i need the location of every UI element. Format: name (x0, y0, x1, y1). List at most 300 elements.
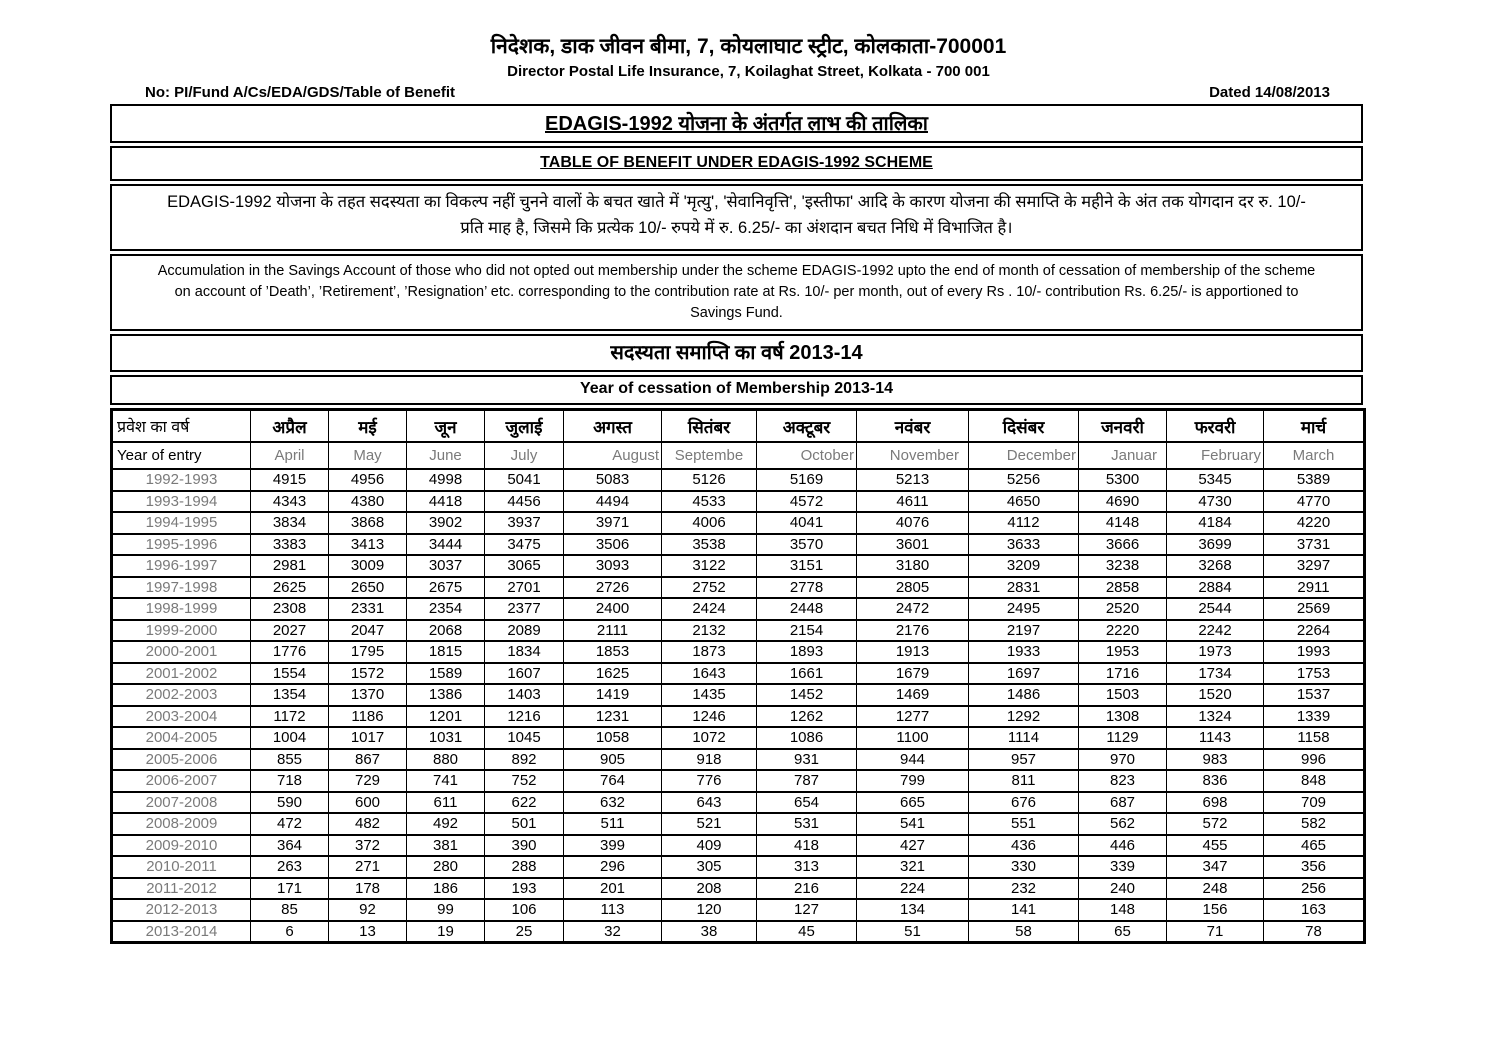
benefit-value-cell: 1086 (757, 727, 857, 749)
benefit-value-cell: 3383 (251, 534, 329, 556)
benefit-value-cell: 1292 (969, 706, 1079, 728)
year-of-entry-cell: 2011-2012 (112, 878, 251, 900)
benefit-value-cell: 1815 (407, 641, 485, 663)
benefit-value-cell: 970 (1079, 749, 1167, 771)
benefit-value-cell: 3297 (1264, 555, 1365, 577)
benefit-value-cell: 51 (857, 921, 969, 943)
table-row (112, 792, 1365, 814)
month-header-english: Septembe (662, 442, 757, 469)
month-header-hindi: दिसंबर (969, 410, 1079, 443)
benefit-value-cell: 4418 (407, 491, 485, 513)
benefit-value-cell: 3699 (1167, 534, 1264, 556)
benefit-value-cell: 85 (251, 899, 329, 921)
benefit-value-cell: 3666 (1079, 534, 1167, 556)
year-of-entry-cell: 1996-1997 (112, 555, 251, 577)
benefit-value-cell: 1933 (969, 641, 1079, 663)
benefit-value-cell: 1370 (329, 684, 407, 706)
month-header-english: July (485, 442, 564, 469)
benefit-value-cell: 3601 (857, 534, 969, 556)
benefit-value-cell: 2308 (251, 598, 329, 620)
benefit-value-cell: 3506 (564, 534, 662, 556)
benefit-value-cell: 2625 (251, 577, 329, 599)
table-row (112, 749, 1365, 771)
description-line: प्रति माह है, जिसमे कि प्रत्येक 10/- रुपये में रु. 6.25/- का अंशदान बचत निधि में विभाजित है। (460, 218, 1013, 237)
benefit-value-cell: 3538 (662, 534, 757, 556)
benefit-value-cell: 216 (757, 878, 857, 900)
benefit-value-cell: 5345 (1167, 469, 1264, 491)
benefit-value-cell: 1734 (1167, 663, 1264, 685)
benefit-value-cell: 1186 (329, 706, 407, 728)
benefit-value-cell: 698 (1167, 792, 1264, 814)
benefit-value-cell: 120 (662, 899, 757, 921)
benefit-value-cell: 4184 (1167, 512, 1264, 534)
benefit-value-cell: 1201 (407, 706, 485, 728)
benefit-value-cell: 1308 (1079, 706, 1167, 728)
benefit-value-cell: 600 (329, 792, 407, 814)
benefit-value-cell: 472 (251, 813, 329, 835)
month-header-hindi: सितंबर (662, 410, 757, 443)
benefit-value-cell: 1216 (485, 706, 564, 728)
benefit-value-cell: 4076 (857, 512, 969, 534)
benefit-value-cell: 436 (969, 835, 1079, 857)
benefit-value-cell: 45 (757, 921, 857, 943)
table-row (112, 706, 1365, 728)
year-of-entry-cell: 1995-1996 (112, 534, 251, 556)
table-row (112, 878, 1365, 900)
benefit-value-cell: 2448 (757, 598, 857, 620)
benefit-value-cell: 2911 (1264, 577, 1365, 599)
benefit-value-cell: 427 (857, 835, 969, 857)
benefit-value-cell: 2569 (1264, 598, 1365, 620)
benefit-value-cell: 1643 (662, 663, 757, 685)
benefit-value-cell: 4998 (407, 469, 485, 491)
benefit-value-cell: 305 (662, 856, 757, 878)
table-row (112, 835, 1365, 857)
benefit-value-cell: 2132 (662, 620, 757, 642)
benefit-value-cell: 71 (1167, 921, 1264, 943)
benefit-value-cell: 1520 (1167, 684, 1264, 706)
month-header-hindi: नवंबर (857, 410, 969, 443)
benefit-value-cell: 654 (757, 792, 857, 814)
table-row (112, 899, 1365, 921)
benefit-value-cell: 1537 (1264, 684, 1365, 706)
scheme-title-english (110, 146, 1363, 181)
benefit-value-cell: 5041 (485, 469, 564, 491)
benefit-value-cell: 364 (251, 835, 329, 857)
month-header-hindi: जुलाई (485, 410, 564, 443)
table-row (112, 770, 1365, 792)
benefit-value-cell: 1625 (564, 663, 662, 685)
benefit-value-cell: 572 (1167, 813, 1264, 835)
benefit-value-cell: 1403 (485, 684, 564, 706)
benefit-value-cell: 2495 (969, 598, 1079, 620)
benefit-value-cell: 611 (407, 792, 485, 814)
benefit-value-cell: 944 (857, 749, 969, 771)
benefit-value-cell: 78 (1264, 921, 1365, 943)
benefit-value-cell: 2027 (251, 620, 329, 642)
benefit-value-cell: 2154 (757, 620, 857, 642)
benefit-value-cell: 562 (1079, 813, 1167, 835)
year-of-entry-cell: 2004-2005 (112, 727, 251, 749)
benefit-value-cell: 4915 (251, 469, 329, 491)
benefit-value-cell: 2089 (485, 620, 564, 642)
benefit-value-cell: 240 (1079, 878, 1167, 900)
benefit-value-cell: 2377 (485, 598, 564, 620)
table-row (112, 577, 1365, 599)
benefit-value-cell: 3475 (485, 534, 564, 556)
benefit-value-cell: 665 (857, 792, 969, 814)
benefit-value-cell: 1354 (251, 684, 329, 706)
benefit-value-cell: 3268 (1167, 555, 1264, 577)
table-row (112, 921, 1365, 943)
benefit-value-cell: 1679 (857, 663, 969, 685)
benefit-value-cell: 156 (1167, 899, 1264, 921)
benefit-value-cell: 718 (251, 770, 329, 792)
benefit-value-cell: 25 (485, 921, 564, 943)
benefit-value-cell: 3834 (251, 512, 329, 534)
benefit-value-cell: 1853 (564, 641, 662, 663)
benefit-value-cell: 2424 (662, 598, 757, 620)
month-header-hindi: अगस्त (564, 410, 662, 443)
scheme-title-hindi-text: EDAGIS-1992 योजना के अंतर्गत लाभ की तालिका (545, 113, 928, 136)
benefit-value-cell: 372 (329, 835, 407, 857)
year-of-entry-cell: 2012-2013 (112, 899, 251, 921)
year-of-entry-cell: 1997-1998 (112, 577, 251, 599)
benefit-value-cell: 905 (564, 749, 662, 771)
benefit-value-cell: 836 (1167, 770, 1264, 792)
benefit-value-cell: 99 (407, 899, 485, 921)
benefit-value-cell: 4380 (329, 491, 407, 513)
benefit-value-cell: 3971 (564, 512, 662, 534)
benefit-value-cell: 106 (485, 899, 564, 921)
benefit-value-cell: 892 (485, 749, 564, 771)
benefit-value-cell: 709 (1264, 792, 1365, 814)
benefit-value-cell: 2111 (564, 620, 662, 642)
benefit-value-cell: 2220 (1079, 620, 1167, 642)
benefit-value-cell: 5169 (757, 469, 857, 491)
benefit-value-cell: 3570 (757, 534, 857, 556)
benefit-value-cell: 1572 (329, 663, 407, 685)
benefit-value-cell: 1114 (969, 727, 1079, 749)
month-header-english: October (757, 442, 857, 469)
benefit-value-cell: 1893 (757, 641, 857, 663)
benefit-value-cell: 531 (757, 813, 857, 835)
benefit-value-cell: 178 (329, 878, 407, 900)
benefit-value-cell: 3633 (969, 534, 1079, 556)
benefit-value-cell: 632 (564, 792, 662, 814)
benefit-value-cell: 256 (1264, 878, 1365, 900)
benefit-value-cell: 455 (1167, 835, 1264, 857)
table-row (112, 684, 1365, 706)
year-of-entry-cell: 2002-2003 (112, 684, 251, 706)
description-line: on account of ’Death’, ’Retirement’, ’Resignation’ etc. corresponding to the contribution rate at Rs. 10/- per month, out of every Rs . 10/- contribution Rs. 6.25/- is apportioned to (174, 283, 1299, 300)
benefit-value-cell: 330 (969, 856, 1079, 878)
benefit-value-cell: 2858 (1079, 577, 1167, 599)
benefit-value-cell: 2650 (329, 577, 407, 599)
letterhead (0, 0, 1497, 101)
benefit-value-cell: 492 (407, 813, 485, 835)
benefit-value-cell: 752 (485, 770, 564, 792)
table-row (112, 856, 1365, 878)
benefit-value-cell: 4041 (757, 512, 857, 534)
benefit-value-cell: 4611 (857, 491, 969, 513)
benefit-value-cell: 1231 (564, 706, 662, 728)
scheme-title-english-text: TABLE OF BENEFIT UNDER EDAGIS-1992 SCHEME (540, 154, 933, 172)
benefit-value-cell: 2831 (969, 577, 1079, 599)
benefit-value-cell: 4650 (969, 491, 1079, 513)
benefit-value-cell: 127 (757, 899, 857, 921)
year-of-entry-cell: 2005-2006 (112, 749, 251, 771)
table-row (112, 512, 1365, 534)
benefit-value-cell: 1776 (251, 641, 329, 663)
benefit-value-cell: 2068 (407, 620, 485, 642)
benefit-value-cell: 32 (564, 921, 662, 943)
benefit-value-cell: 4730 (1167, 491, 1264, 513)
month-header-english: April (251, 442, 329, 469)
benefit-value-cell: 288 (485, 856, 564, 878)
table-row (112, 491, 1365, 513)
benefit-value-cell: 511 (564, 813, 662, 835)
benefit-value-cell: 339 (1079, 856, 1167, 878)
benefit-value-cell: 1452 (757, 684, 857, 706)
benefit-value-cell: 590 (251, 792, 329, 814)
benefit-value-cell: 134 (857, 899, 969, 921)
benefit-value-cell: 4148 (1079, 512, 1167, 534)
benefit-value-cell: 855 (251, 749, 329, 771)
benefit-value-cell: 541 (857, 813, 969, 835)
benefit-value-cell: 1172 (251, 706, 329, 728)
month-header-hindi: मई (329, 410, 407, 443)
benefit-value-cell: 1503 (1079, 684, 1167, 706)
benefit-value-cell: 409 (662, 835, 757, 857)
year-of-entry-cell: 1993-1994 (112, 491, 251, 513)
benefit-value-cell: 5300 (1079, 469, 1167, 491)
benefit-value-cell: 263 (251, 856, 329, 878)
benefit-value-cell: 1607 (485, 663, 564, 685)
benefit-value-cell: 729 (329, 770, 407, 792)
month-header-english: March (1264, 442, 1365, 469)
benefit-value-cell: 764 (564, 770, 662, 792)
benefit-value-cell: 1486 (969, 684, 1079, 706)
benefit-value-cell: 823 (1079, 770, 1167, 792)
benefit-value-cell: 3238 (1079, 555, 1167, 577)
benefit-value-cell: 4006 (662, 512, 757, 534)
benefit-value-cell: 224 (857, 878, 969, 900)
benefit-value-cell: 3037 (407, 555, 485, 577)
benefit-value-cell: 931 (757, 749, 857, 771)
benefit-value-cell: 1554 (251, 663, 329, 685)
benefit-value-cell: 2520 (1079, 598, 1167, 620)
benefit-value-cell: 1031 (407, 727, 485, 749)
benefit-value-cell: 4572 (757, 491, 857, 513)
benefit-value-cell: 232 (969, 878, 1079, 900)
benefit-value-cell: 811 (969, 770, 1079, 792)
benefit-value-cell: 1795 (329, 641, 407, 663)
benefit-value-cell: 983 (1167, 749, 1264, 771)
benefit-value-cell: 3868 (329, 512, 407, 534)
benefit-value-cell: 482 (329, 813, 407, 835)
table-row (112, 469, 1365, 491)
description-line: Accumulation in the Savings Account of those who did not opted out membership under the scheme EDAGIS-1992 upto the end of month of cessation of membership of the scheme (157, 263, 1316, 280)
benefit-value-cell: 5126 (662, 469, 757, 491)
benefit-value-cell: 113 (564, 899, 662, 921)
benefit-value-cell: 321 (857, 856, 969, 878)
benefit-value-cell: 4343 (251, 491, 329, 513)
month-header-hindi: जनवरी (1079, 410, 1167, 443)
benefit-value-cell: 1004 (251, 727, 329, 749)
benefit-value-cell: 2264 (1264, 620, 1365, 642)
benefit-value-cell: 1143 (1167, 727, 1264, 749)
benefit-value-cell: 2778 (757, 577, 857, 599)
benefit-value-cell: 3444 (407, 534, 485, 556)
description-line: EDAGIS-1992 योजना के तहत सदस्यता का विकल्प नहीं चुनने वालों के बचत खाते में 'मृत्यु', 'सेवानिवृत्ति', 'इस्तीफा' आदि के कारण योजना की समाप्ति के महीने के अंत तक योगदान दर रु. 10/- (167, 193, 1306, 212)
org-name-english: Director Postal Life Insurance, 7, Koilaghat Street, Kolkata - 700 001 (507, 63, 990, 81)
year-of-entry-cell: 2008-2009 (112, 813, 251, 835)
benefit-value-cell: 1873 (662, 641, 757, 663)
benefit-value-cell: 521 (662, 813, 757, 835)
table-row (112, 620, 1365, 642)
year-of-entry-cell: 1994-1995 (112, 512, 251, 534)
month-header-english: December (969, 442, 1079, 469)
month-header-hindi: अप्रैल (251, 410, 329, 443)
benefit-value-cell: 2675 (407, 577, 485, 599)
benefit-value-cell: 1661 (757, 663, 857, 685)
benefit-value-cell: 1973 (1167, 641, 1264, 663)
benefit-value-cell: 2047 (329, 620, 407, 642)
benefit-value-cell: 2805 (857, 577, 969, 599)
benefit-value-cell: 58 (969, 921, 1079, 943)
benefit-value-cell: 1277 (857, 706, 969, 728)
benefit-value-cell: 1129 (1079, 727, 1167, 749)
table-row (112, 813, 1365, 835)
description-line: Savings Fund. (690, 304, 783, 321)
benefit-value-cell: 1993 (1264, 641, 1365, 663)
benefit-value-cell: 2400 (564, 598, 662, 620)
benefit-value-cell: 2354 (407, 598, 485, 620)
benefit-value-cell: 687 (1079, 792, 1167, 814)
benefit-value-cell: 2752 (662, 577, 757, 599)
benefit-value-cell: 501 (485, 813, 564, 835)
benefit-value-cell: 4112 (969, 512, 1079, 534)
benefit-value-cell: 2544 (1167, 598, 1264, 620)
benefit-value-cell: 2726 (564, 577, 662, 599)
benefit-value-cell: 880 (407, 749, 485, 771)
benefit-value-cell: 2331 (329, 598, 407, 620)
reference-number: No: PI/Fund A/Cs/EDA/GDS/Table of Benefit (145, 84, 456, 102)
benefit-value-cell: 3209 (969, 555, 1079, 577)
table-row (112, 727, 1365, 749)
header-row-hindi (112, 410, 1365, 443)
benefit-value-cell: 193 (485, 878, 564, 900)
document-body (110, 104, 1363, 944)
benefit-value-cell: 148 (1079, 899, 1167, 921)
month-header-hindi: अक्टूबर (757, 410, 857, 443)
benefit-value-cell: 2981 (251, 555, 329, 577)
year-of-entry-cell: 2009-2010 (112, 835, 251, 857)
benefit-value-cell: 3122 (662, 555, 757, 577)
benefit-value-cell: 19 (407, 921, 485, 943)
benefit-value-cell: 1419 (564, 684, 662, 706)
benefit-value-cell: 163 (1264, 899, 1365, 921)
benefit-value-cell: 1262 (757, 706, 857, 728)
month-header-hindi: फरवरी (1167, 410, 1264, 443)
year-of-entry-cell: 1998-1999 (112, 598, 251, 620)
benefit-value-cell: 418 (757, 835, 857, 857)
month-header-hindi: जून (407, 410, 485, 443)
year-of-entry-cell: 2001-2002 (112, 663, 251, 685)
benefit-value-cell: 356 (1264, 856, 1365, 878)
benefit-value-cell: 867 (329, 749, 407, 771)
benefit-value-cell: 1045 (485, 727, 564, 749)
benefit-value-cell: 3731 (1264, 534, 1365, 556)
benefit-value-cell: 271 (329, 856, 407, 878)
benefit-value-cell: 676 (969, 792, 1079, 814)
benefit-value-cell: 643 (662, 792, 757, 814)
scheme-description-hindi (110, 184, 1363, 251)
document-date: Dated 14/08/2013 (1209, 84, 1330, 102)
benefit-value-cell: 2472 (857, 598, 969, 620)
month-header-english: August (564, 442, 662, 469)
benefit-value-cell: 1017 (329, 727, 407, 749)
benefit-value-cell: 1435 (662, 684, 757, 706)
benefit-value-cell: 4220 (1264, 512, 1365, 534)
benefit-value-cell: 3151 (757, 555, 857, 577)
year-of-entry-cell: 2006-2007 (112, 770, 251, 792)
benefit-value-cell: 399 (564, 835, 662, 857)
month-header-english: June (407, 442, 485, 469)
benefit-value-cell: 1753 (1264, 663, 1365, 685)
benefit-value-cell: 4956 (329, 469, 407, 491)
benefit-value-cell: 3065 (485, 555, 564, 577)
benefit-value-cell: 1697 (969, 663, 1079, 685)
benefit-value-cell: 381 (407, 835, 485, 857)
benefit-value-cell: 2701 (485, 577, 564, 599)
benefit-value-cell: 4494 (564, 491, 662, 513)
benefit-value-cell: 5256 (969, 469, 1079, 491)
benefit-value-cell: 848 (1264, 770, 1365, 792)
benefit-value-cell: 1589 (407, 663, 485, 685)
benefit-value-cell: 551 (969, 813, 1079, 835)
cessation-year-hindi: सदस्यता समाप्ति का वर्ष 2013-14 (110, 334, 1363, 372)
benefit-value-cell: 3937 (485, 512, 564, 534)
benefit-value-cell: 38 (662, 921, 757, 943)
year-of-entry-cell: 2000-2001 (112, 641, 251, 663)
entry-year-header-hindi: प्रवेश का वर्ष (112, 410, 251, 443)
table-row (112, 534, 1365, 556)
benefit-value-cell: 347 (1167, 856, 1264, 878)
benefit-value-cell: 582 (1264, 813, 1365, 835)
month-header-english: November (857, 442, 969, 469)
month-header-hindi: मार्च (1264, 410, 1365, 443)
benefit-value-cell: 13 (329, 921, 407, 943)
benefit-value-cell: 3902 (407, 512, 485, 534)
benefit-value-cell: 741 (407, 770, 485, 792)
benefit-value-cell: 622 (485, 792, 564, 814)
benefit-value-cell: 280 (407, 856, 485, 878)
benefit-value-cell: 3413 (329, 534, 407, 556)
benefit-value-cell: 248 (1167, 878, 1264, 900)
benefit-value-cell: 1158 (1264, 727, 1365, 749)
benefit-value-cell: 3180 (857, 555, 969, 577)
month-header-english: May (329, 442, 407, 469)
benefit-value-cell: 1058 (564, 727, 662, 749)
benefit-value-cell: 313 (757, 856, 857, 878)
table-row (112, 598, 1365, 620)
benefit-value-cell: 1100 (857, 727, 969, 749)
table-row (112, 555, 1365, 577)
reference-row (0, 84, 1497, 101)
benefit-value-cell: 2176 (857, 620, 969, 642)
